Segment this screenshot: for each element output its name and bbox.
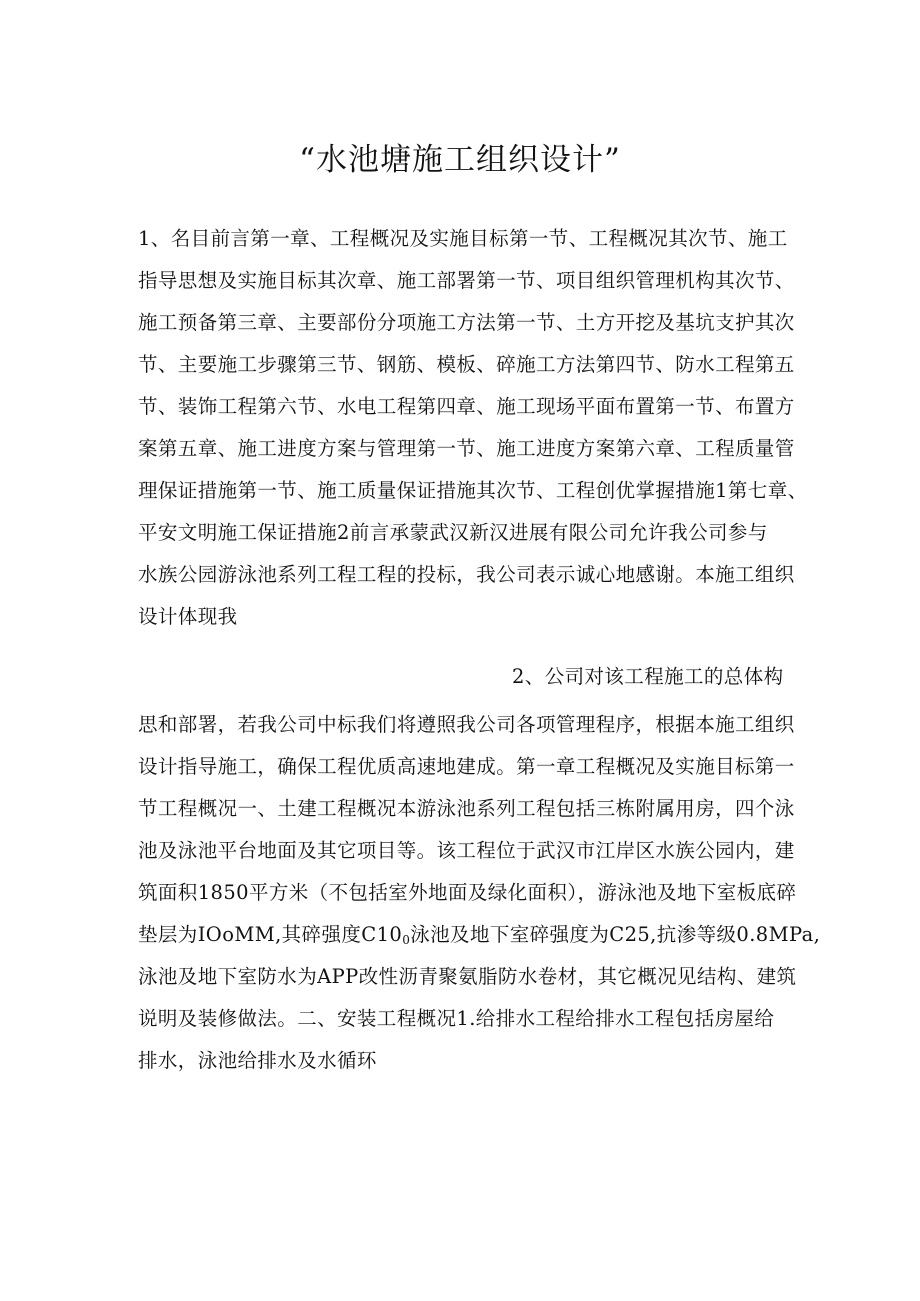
subscript: 0 <box>402 933 411 947</box>
body-line: 说明及装修做法。二、安装工程概况1.给排水工程给排水工程包括房屋给 <box>138 1007 775 1030</box>
body-line: 思和部署，若我公司中标我们将遵照我公司各项管理程序，根据本施工组织 <box>138 713 795 736</box>
body-line: 节、装饰工程第六节、水电工程第四章、施工现场平面布置第一节、布置方 <box>138 395 795 418</box>
body-line: 指导思想及实施目标其次章、施工部署第一节、项目组织管理机构其次节、 <box>138 269 795 292</box>
line-part: 泳池及地下室碎强度为C25,抗渗等级0.8MPa, <box>410 923 821 946</box>
body-line: 水族公园游泳池系列工程工程的投标，我公司表示诚心地感谢。本施工组织 <box>138 563 795 586</box>
document-title: “水池塘施工组织设计” <box>299 142 621 178</box>
body-line: 筑面积1850平方米（不包括室外地面及绿化面积），游泳池及地下室板底碎 <box>138 881 797 904</box>
section-start-line: 2、公司对该工程施工的总体构 <box>512 665 784 688</box>
line-part: 垫层为IOoMM,其碎强度C10 <box>138 923 403 946</box>
body-line: 设计指导施工，确保工程优质高速地建成。第一章工程概况及实施目标第一 <box>138 755 795 778</box>
body-line: 节、主要施工步骤第三节、钢筋、模板、碎施工方法第四节、防水工程第五 <box>138 353 795 376</box>
body-line: 施工预备第三章、主要部份分项施工方法第一节、土方开挖及基坑支护其次 <box>138 311 795 334</box>
body-line: 池及泳池平台地面及其它项目等。该工程位于武汉市江岸区水族公园内，建 <box>138 839 795 862</box>
body-line: 平安文明施工保证措施2前言承蒙武汉新汉进展有限公司允许我公司参与 <box>138 521 768 544</box>
body-line: 排水，泳池给排水及水循环 <box>138 1049 377 1072</box>
body-line <box>138 920 820 955</box>
body-line: 泳池及地下室防水为APP改性沥青聚氨脂防水卷材，其它概况见结构、建筑 <box>138 965 797 988</box>
body-line: 理保证措施第一节、施工质量保证措施其次节、工程创优掌握措施1第七章、 <box>138 479 808 502</box>
body-line: 节工程概况一、土建工程概况本游泳池系列工程包括三栋附属用房，四个泳 <box>138 797 795 820</box>
body-line: 设计体现我 <box>138 605 238 628</box>
body-line: 案第五章、施工进度方案与管理第一节、施工进度方案第六章、工程质量管 <box>138 437 795 460</box>
body-line: 1、名目前言第一章、工程概况及实施目标第一节、工程概况其次节、施工 <box>138 227 788 250</box>
